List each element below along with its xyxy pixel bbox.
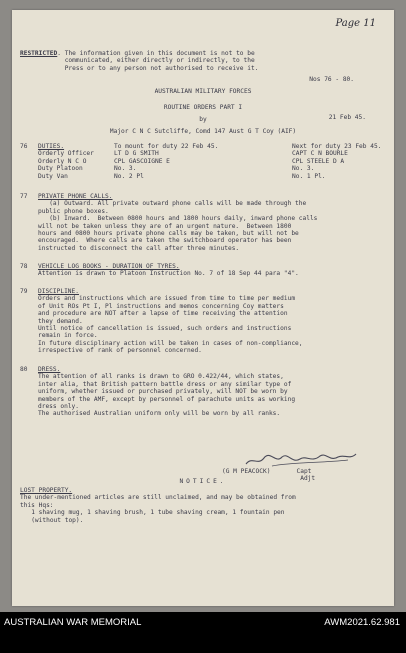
duty-role: Duty Platoon bbox=[38, 165, 83, 173]
commander: Major C N C Sutcliffe, Comd 147 Aust G T Coy (AIF) bbox=[109, 128, 297, 135]
duty-role: Orderly Officer bbox=[38, 150, 94, 158]
table-row bbox=[20, 173, 381, 180]
duty-now: No. 3. bbox=[114, 165, 137, 173]
document-page bbox=[12, 10, 394, 606]
section-title: VEHICLE LOG BOOKS - DURATION OF TYRES. bbox=[38, 263, 180, 270]
section-title: DISCIPLINE. bbox=[38, 288, 79, 295]
duty-now: CPL GASCOIGNE E bbox=[114, 157, 170, 165]
heading: AUSTRALIAN MILITARY FORCES bbox=[154, 88, 252, 95]
section-number: 78 bbox=[20, 263, 28, 270]
section-title: DUTIES. bbox=[38, 143, 65, 150]
page-number: Page 11 bbox=[335, 18, 376, 29]
section-title: LOST PROPERTY. bbox=[20, 487, 73, 494]
notice-title: NOTICE. bbox=[179, 478, 227, 485]
handwritten-signature bbox=[242, 448, 362, 470]
order-numbers: Nos 76 - 80. bbox=[309, 76, 354, 83]
section-discipline bbox=[20, 288, 382, 355]
duties-table bbox=[20, 143, 381, 180]
duty-now: No. 2 Pl bbox=[114, 172, 144, 180]
section-number: 80 bbox=[20, 366, 28, 373]
footer-accession-number: AWM2021.62.981 bbox=[324, 617, 400, 628]
section-dress bbox=[20, 366, 382, 418]
section-phone-calls bbox=[20, 193, 382, 252]
duties-mount: To mount for duty 22 Feb 45. bbox=[114, 143, 219, 150]
section-number: 79 bbox=[20, 288, 28, 295]
restricted-notice bbox=[20, 50, 390, 72]
section-title: PRIVATE PHONE CALLS. bbox=[38, 193, 113, 200]
duty-now: LT D G SMITH bbox=[114, 150, 159, 158]
restricted-label: RESTRICTED bbox=[20, 50, 58, 57]
duty-next: No. 1 Pl. bbox=[292, 172, 326, 180]
duties-next: Next for duty 23 Feb 45. bbox=[292, 143, 382, 150]
table-row bbox=[20, 150, 381, 157]
section-body: The under-mentioned articles are still unclaimed, and may be obtained from this Hqs: 1 shaving mug, 1 shaving brush, 1 tube shaving cream, 1 fountain pen (without top). bbox=[20, 494, 296, 524]
duty-role: Duty Van bbox=[38, 172, 68, 180]
section-body: Attention is drawn to Platoon Instruction No. 7 of 18 Sep 44 para "4". bbox=[38, 270, 299, 278]
section-title: DRESS. bbox=[38, 366, 61, 373]
duty-role: Orderly N C O bbox=[38, 157, 87, 165]
section-duties bbox=[20, 143, 390, 180]
duty-next: CPL STEELE D A bbox=[292, 157, 345, 165]
table-row bbox=[20, 165, 381, 172]
order-date: 21 Feb 45. bbox=[328, 114, 366, 121]
subheading: ROUTINE ORDERS PART I bbox=[163, 104, 243, 111]
table-row bbox=[20, 158, 381, 165]
signer-name: (G M PEACOCK) Capt Adjt bbox=[222, 468, 316, 483]
duty-next: CAPT C N BOURLE bbox=[292, 150, 348, 158]
by-line: by bbox=[199, 116, 207, 123]
section-body: Orders and instructions which are issued from time to time per medium of Unit ROs Pt I, Pl instructions and memos concerning Coy matters and procedure are NOT after a lapse of time receiving the attention they demand. Until notice of cancellation is issued, such orders and instructions remain in force. In future disciplinary action will be taken in cases of non-compliance, irrespective of rank of personnel concerned. bbox=[38, 295, 303, 355]
section-body: The attention of all ranks is drawn to GRO 0.422/44, which states, inter alia, that British pattern battle dress or any similar type of uniform, whether issued or purchased privately, will NOT be worn by members of the AMF, except by personnel of parachute units as working dress only. The authorised Australian uniform only will be worn by all ranks. bbox=[38, 373, 296, 418]
restricted-text: . The information given in this document is not to be communicated, either directly or indirectly, to the Press or to any person not authorised to receive it. bbox=[57, 50, 259, 72]
section-lost-property bbox=[20, 487, 382, 524]
section-number: 77 bbox=[20, 193, 28, 200]
section-body: (a) Outward. All private outward phone calls will be made through the public phone boxes. (b) Inward. Between 0800 hours and 1800 hours daily, inward phone calls will not be taken unless they are of an urgent nature. Between 1800 hours and 0800 hours private phone calls may be taken, but will not be encouraged. Where calls are taken the switchboard operator has been instructed to disconnect the call after three minutes. bbox=[38, 200, 318, 252]
section-number: 76 bbox=[20, 143, 28, 150]
duty-next: No. 3. bbox=[292, 165, 315, 173]
section-vehicle-log bbox=[20, 263, 382, 278]
footer-institution: AUSTRALIAN WAR MEMORIAL bbox=[4, 617, 142, 628]
footer-bar bbox=[0, 612, 406, 653]
